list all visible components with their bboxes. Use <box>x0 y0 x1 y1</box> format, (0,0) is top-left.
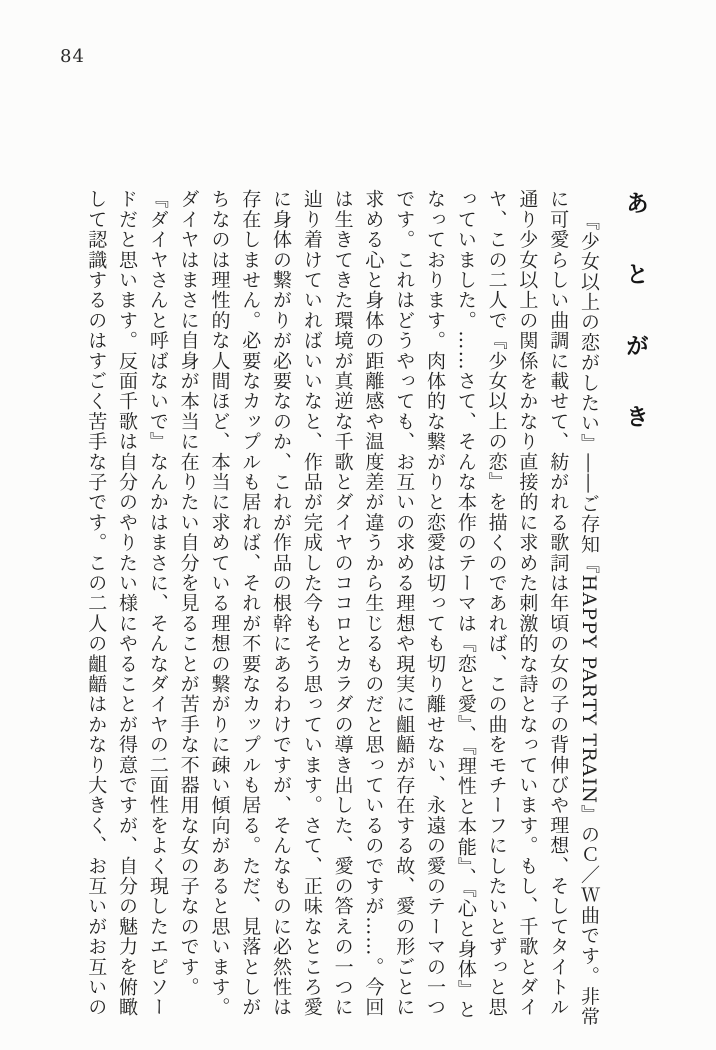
text-line: 辿り着けていればいいなと、作品が完成した今もそう思っています。さて、正味なところ愛 <box>300 189 323 1018</box>
text-line: ドだと思います。反面千歌は自分のやりたい様にやることが得意ですが、自分の魅力を俯瞰 <box>116 189 139 1018</box>
page-number: 84 <box>60 46 85 67</box>
text-line: は生きてきた環境が真逆な千歌とダイヤのココロとカラダの導き出した、愛の答えの一つに <box>331 189 354 1018</box>
text-line: に身体の繋がりが必要なのか、これが作品の根幹にあるわけですが、そんなものに必然性は <box>270 189 293 1018</box>
afterword-text-block <box>80 189 654 1027</box>
text-line: ちなのは理性的な人間ほど、本当に求めている理想の繋がりに疎い傾向があると思います。 <box>208 189 231 1018</box>
text-line: 『少女以上の恋がしたい』――ご存知『HAPPY PARTY TRAIN』のＣ／Ｗ曲です。非常 <box>578 211 600 1027</box>
text-line: して認識するのはすごく苦手な子です。この二人の齟齬はかなり大きく、お互いがお互いの <box>85 189 108 1018</box>
text-line: なっております。肉体的な繋がりと恋愛は切っても切り離せない、永遠の愛のテーマの一つ <box>424 189 447 1018</box>
text-line: ダイヤはまさに自身が本当に在りたい自分を見ることが苦手な不器用な女の子なのです。 <box>177 189 200 997</box>
text-line: 『ダイヤさんと呼ばないで』なんかはまさに、そんなダイヤの二面性をよく現したエピソー <box>146 189 169 1018</box>
text-line: 求める心と身体の距離感や温度差が違うから生じるものだと思っているのですが……。今回 <box>362 189 385 1018</box>
text-line: っていました。……さて、そんな本作のテーマは『恋と愛』、『理性と本能』、『心と身体』と <box>454 189 477 1020</box>
text-line: 存在しません。必要なカップルも居れば、それが不要なカップルも居る。ただ、見落としが <box>239 189 262 1018</box>
text-line: に可愛らしい曲調に載せて、紡がれる歌詞は年頃の女の子の背伸びや理想、そしてタイトル <box>547 189 570 1018</box>
text-line: 通り少女以上の関係をかなり直接的に求めた刺激的な詩となっています。もし、千歌とダイ <box>516 189 539 1018</box>
text-line: ヤ、この二人で『少女以上の恋』を描くのであれば、この曲をモチーフにしたいとずっと思 <box>485 189 508 1018</box>
text-line: です。これはどうやっても、お互いの求める理想や現実に齟齬が存在する故、愛の形ごとに <box>393 189 416 1018</box>
afterword-title: あ と が き <box>622 191 649 448</box>
